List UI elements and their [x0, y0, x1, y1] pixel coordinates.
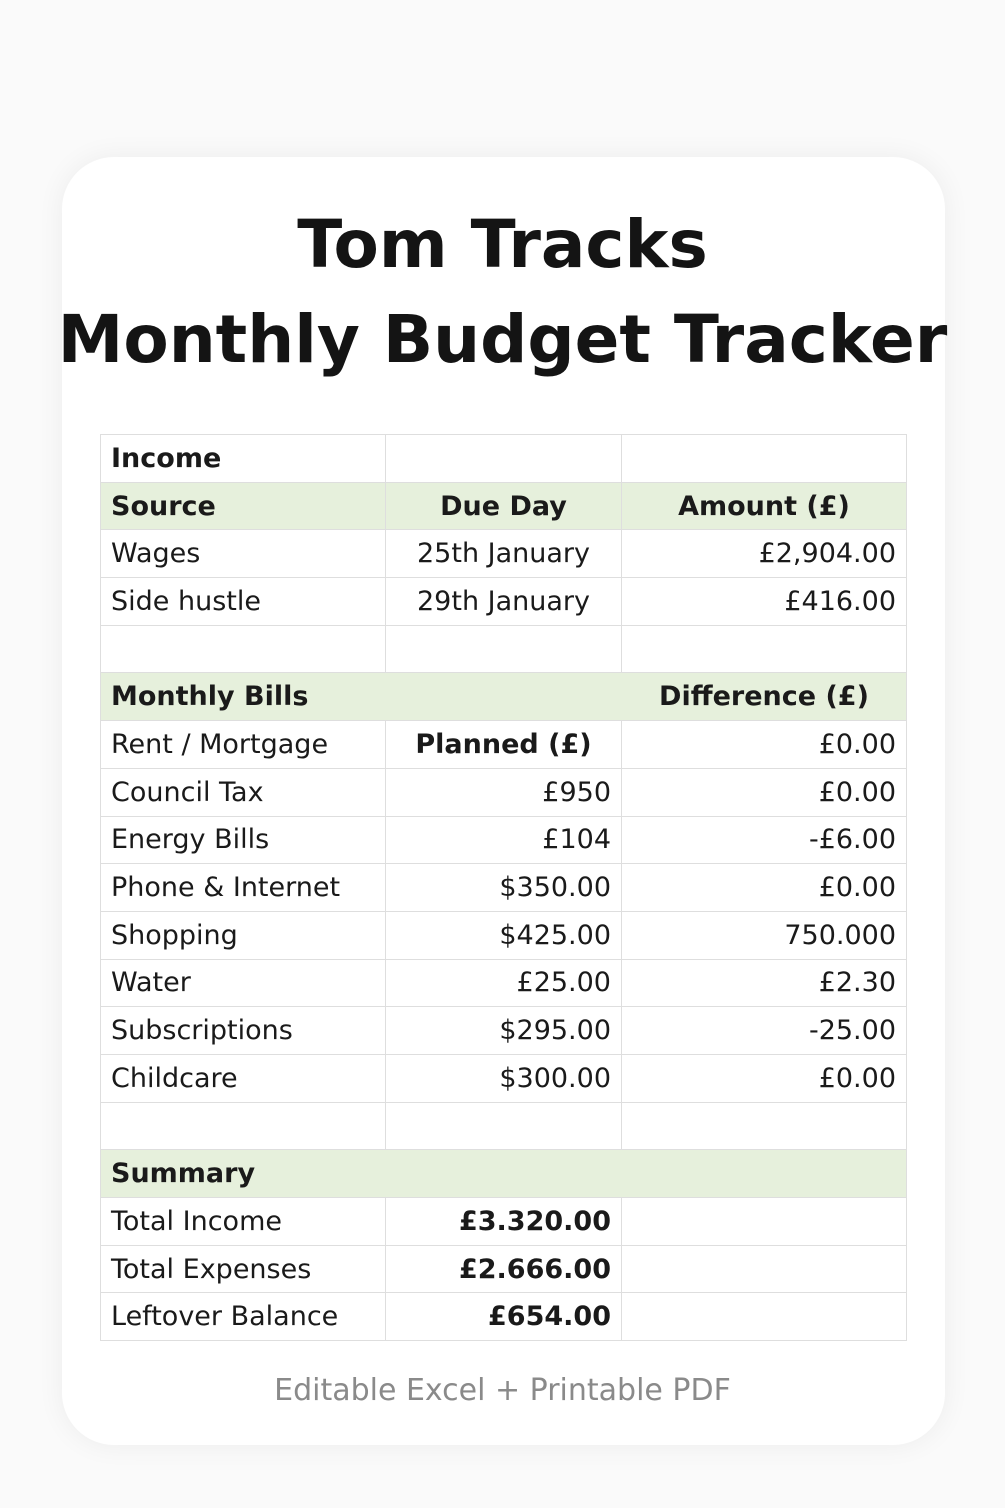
income-header-row — [101, 482, 907, 530]
income-amount[interactable]: £2,904.00 — [622, 530, 907, 578]
bill-planned[interactable]: $350.00 — [386, 864, 622, 912]
bill-planned[interactable]: £104 — [386, 816, 622, 864]
empty-cell — [386, 673, 622, 721]
column-header-source: Source — [101, 482, 386, 530]
bill-row — [101, 864, 907, 912]
bill-difference[interactable]: £0.00 — [622, 721, 907, 769]
income-source[interactable]: Wages — [101, 530, 386, 578]
income-due-day[interactable]: 25th January — [386, 530, 622, 578]
summary-label: Total Expenses — [101, 1245, 386, 1293]
income-due-day[interactable]: 29th January — [386, 578, 622, 626]
summary-value[interactable]: £2.666.00 — [386, 1245, 622, 1293]
bill-planned[interactable]: £25.00 — [386, 959, 622, 1007]
bill-difference[interactable]: £2.30 — [622, 959, 907, 1007]
empty-cell — [622, 435, 907, 483]
summary-section-label: Summary — [101, 1150, 386, 1198]
spacer-row — [101, 625, 907, 673]
bill-row — [101, 911, 907, 959]
bill-row — [101, 1007, 907, 1055]
empty-cell — [622, 1293, 907, 1341]
empty-cell — [622, 1102, 907, 1150]
empty-cell — [622, 1150, 907, 1198]
income-amount[interactable]: £416.00 — [622, 578, 907, 626]
bill-row — [101, 1054, 907, 1102]
summary-value[interactable]: £3.320.00 — [386, 1198, 622, 1246]
empty-cell — [101, 1102, 386, 1150]
income-section-label: Income — [101, 435, 386, 483]
bill-planned[interactable]: £950 — [386, 768, 622, 816]
empty-cell — [622, 1198, 907, 1246]
income-section-row — [101, 435, 907, 483]
summary-value[interactable]: £654.00 — [386, 1293, 622, 1341]
bill-planned[interactable]: $300.00 — [386, 1054, 622, 1102]
empty-cell — [622, 625, 907, 673]
bill-name[interactable]: Shopping — [101, 911, 386, 959]
bill-difference[interactable]: 750.000 — [622, 911, 907, 959]
summary-label: Total Income — [101, 1198, 386, 1246]
bill-name[interactable]: Phone & Internet — [101, 864, 386, 912]
bill-row — [101, 721, 907, 769]
empty-cell — [386, 435, 622, 483]
bill-row — [101, 959, 907, 1007]
bill-difference[interactable]: -25.00 — [622, 1007, 907, 1055]
bills-section-label: Monthly Bills — [101, 673, 386, 721]
page-title-line-1: Tom Tracks — [297, 206, 708, 283]
empty-cell — [622, 1245, 907, 1293]
bill-name[interactable]: Childcare — [101, 1054, 386, 1102]
spacer-row — [101, 1102, 907, 1150]
bill-name[interactable]: Council Tax — [101, 768, 386, 816]
summary-row — [101, 1245, 907, 1293]
bill-name[interactable]: Energy Bills — [101, 816, 386, 864]
bill-planned[interactable]: $425.00 — [386, 911, 622, 959]
empty-cell — [386, 1102, 622, 1150]
bill-name[interactable]: Rent / Mortgage — [101, 721, 386, 769]
summary-row — [101, 1293, 907, 1341]
empty-cell — [386, 1150, 622, 1198]
bill-name[interactable]: Water — [101, 959, 386, 1007]
column-header-due-day: Due Day — [386, 482, 622, 530]
income-row — [101, 530, 907, 578]
bill-row — [101, 816, 907, 864]
bill-difference[interactable]: £0.00 — [622, 1054, 907, 1102]
budget-table — [100, 434, 907, 1341]
column-header-amount: Amount (£) — [622, 482, 907, 530]
summary-header-row — [101, 1150, 907, 1198]
bill-row — [101, 768, 907, 816]
bill-difference[interactable]: £0.00 — [622, 864, 907, 912]
page-title-line-2: Monthly Budget Tracker — [57, 301, 948, 378]
footer-caption: Editable Excel + Printable PDF — [274, 1373, 731, 1408]
bill-planned[interactable]: $295.00 — [386, 1007, 622, 1055]
empty-cell — [386, 625, 622, 673]
summary-label: Leftover Balance — [101, 1293, 386, 1341]
bill-difference[interactable]: £0.00 — [622, 768, 907, 816]
column-header-difference: Difference (£) — [622, 673, 907, 721]
income-row — [101, 578, 907, 626]
bill-name[interactable]: Subscriptions — [101, 1007, 386, 1055]
bill-difference[interactable]: -£6.00 — [622, 816, 907, 864]
empty-cell — [101, 625, 386, 673]
summary-row — [101, 1198, 907, 1246]
column-header-planned: Planned (£) — [386, 721, 622, 769]
bills-header-row — [101, 673, 907, 721]
income-source[interactable]: Side hustle — [101, 578, 386, 626]
